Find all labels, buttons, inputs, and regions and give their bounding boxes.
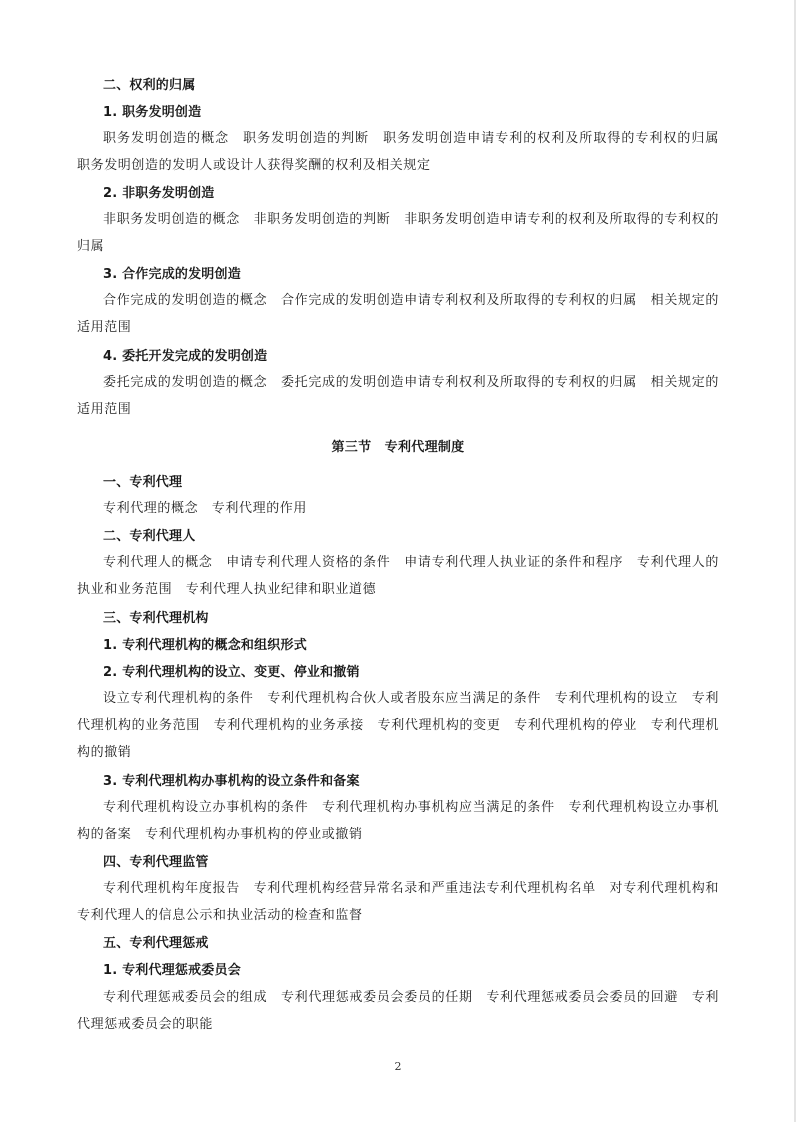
subheading-joint-invention: 3. 合作完成的发明创造: [103, 267, 241, 282]
heading-agency-supervision: 四、专利代理监管: [103, 855, 209, 870]
paragraph-patent-agency: 专利代理的概念 专利代理的作用: [103, 501, 308, 516]
paragraph-branch-office: 专利代理机构设立办事机构的条件 专利代理机构办事机构应当满足的条件 专利代理机构设立办事机构的备案 专利代理机构办事机构的停业或撤销: [77, 800, 719, 842]
subheading-institution-concept: 1. 专利代理机构的概念和组织形式: [103, 638, 307, 653]
heading-patent-agent: 二、专利代理人: [103, 529, 196, 544]
subheading-non-service-invention: 2. 非职务发明创造: [103, 186, 215, 201]
subheading-institution-establishment: 2. 专利代理机构的设立、变更、停业和撤销: [103, 665, 360, 680]
heading-patent-agency: 一、专利代理: [103, 475, 183, 490]
subheading-service-invention: 1. 职务发明创造: [103, 105, 202, 120]
subheading-branch-office: 3. 专利代理机构办事机构的设立条件和备案: [103, 774, 360, 789]
paragraph-discipline-committee: 专利代理惩戒委员会的组成 专利代理惩戒委员会委员的任期 专利代理惩戒委员会委员的回避 专利代理惩戒委员会的职能: [77, 990, 719, 1032]
paragraph-institution-establishment: 设立专利代理机构的条件 专利代理机构合伙人或者股东应当满足的条件 专利代理机构的设立 专利代理机构的业务范围 专利代理机构的业务承接 专利代理机构的变更 专利代理机构的停业 专利代理机构的撤销: [77, 691, 719, 760]
page-number: 2: [394, 1060, 402, 1073]
paragraph-non-service-invention: 非职务发明创造的概念 非职务发明创造的判断 非职务发明创造申请专利的权利及所取得的专利权的归属: [77, 212, 719, 254]
section-heading-rights-ownership: 二、权利的归属: [103, 78, 196, 93]
subheading-discipline-committee: 1. 专利代理惩戒委员会: [103, 963, 241, 978]
paragraph-patent-agent: 专利代理人的概念 申请专利代理人资格的条件 申请专利代理人执业证的条件和程序 专利代理人的执业和业务范围 专利代理人执业纪律和职业道德: [77, 555, 719, 597]
subheading-commissioned-invention: 4. 委托开发完成的发明创造: [103, 349, 268, 364]
paragraph-joint-invention: 合作完成的发明创造的概念 合作完成的发明创造申请专利权利及所取得的专利权的归属 相关规定的适用范围: [77, 293, 719, 335]
heading-patent-agency-institution: 三、专利代理机构: [103, 611, 209, 626]
heading-agency-discipline: 五、专利代理惩戒: [103, 936, 209, 951]
paragraph-commissioned-invention: 委托完成的发明创造的概念 委托完成的发明创造申请专利权利及所取得的专利权的归属 相关规定的适用范围: [77, 375, 719, 417]
section-title-patent-agency-system: 第三节 专利代理制度: [331, 440, 465, 455]
paragraph-service-invention: 职务发明创造的概念 职务发明创造的判断 职务发明创造申请专利的权利及所取得的专利权的归属 职务发明创造的发明人或设计人获得奖酬的权利及相关规定: [77, 131, 733, 173]
paragraph-agency-supervision: 专利代理机构年度报告 专利代理机构经营异常名录和严重违法专利代理机构名单 对专利代理机构和专利代理人的信息公示和执业活动的检查和监督: [77, 881, 719, 923]
